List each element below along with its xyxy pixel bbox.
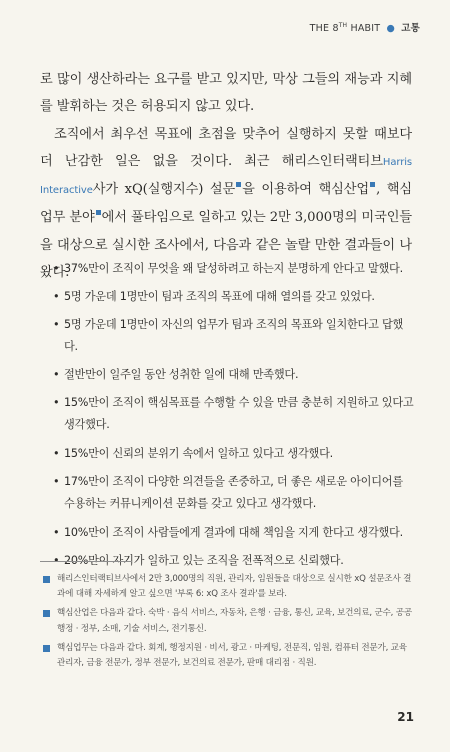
running-header [310,20,420,34]
footnote-square-icon [43,645,50,652]
footnote-divider [40,561,132,562]
footnote-marker-icon [370,182,375,187]
page-number: 21 [397,710,414,724]
footnote-marker-icon [236,182,241,187]
findings-list [55,258,416,578]
footnote-text: 해리스인터랙티브사에서 2만 3,000명의 직원, 관리자, 임원들을 대상으로 실시한 xQ 설문조사 결과에 대해 자세하게 알고 싶으면 '부록 6: xQ 조사 결과'를 보라. [57,574,412,600]
section-title: 고통 [401,23,420,34]
footnote-square-icon [43,576,50,583]
list-item: • 10%만이 조직이 사람들에게 결과에 대해 책임을 지게 한다고 생각했다. [55,522,416,544]
book-title: THE 8 [309,23,339,34]
list-item: • 15%만이 조직이 핵심목표를 수행할 수 있을 만큼 충분히 지원하고 있다고 생각했다. [55,392,416,436]
company-latin-name: Harris Interactive [40,156,412,197]
footnote-text: 핵심업무는 다음과 같다. 회계, 행정지원 · 비서, 광고 · 마케팅, 전문직, 임원, 컴퓨터 전문가, 교육 관리자, 금융 전문가, 정부 전문가, 보건의료 전문가, 판매 대리점 · 직원. [57,642,407,669]
header-dot-icon: ● [386,23,395,34]
list-item: • 15%만이 신뢰의 분위기 속에서 일하고 있다고 생각했다. [55,443,416,465]
list-item: • 20%만이 자기가 일하고 있는 조직을 전폭적으로 신뢰했다. [55,550,416,572]
paragraph-1: 로 많이 생산하라는 요구를 받고 있지만, 막상 그들의 재능과 지혜를 발휘하는 것은 허용되지 않고 있다. [40,72,412,115]
footnote [43,572,412,602]
paragraph-2-part-4: , 핵심업무 분야 [40,182,412,226]
footnote-square-icon [43,610,50,617]
footnotes [43,572,412,675]
footnote-text: 핵심산업은 다음과 같다. 숙박 · 음식 서비스, 자동차, 은행 · 금융, 통신, 교육, 보건의료, 군수, 공공행정 · 정부, 소매, 기술 서비스, 전기통신. [57,608,412,634]
book-title-superscript: TH [338,21,348,29]
list-item: • 절반만이 일주일 동안 성취한 일에 대해 만족했다. [55,364,416,386]
footnote-marker-icon [96,210,101,215]
paragraph-2-part-3: 을 이용하여 핵심산업 [242,182,370,198]
list-item: • 17%만이 조직이 다양한 의견들을 존중하고, 더 좋은 새로운 아이디어를 수용하는 커뮤니케이션 문화를 갖고 있다고 생각했다. [55,471,416,515]
paragraph-2-part-1: 조직에서 최우선 목표에 초점을 맞추어 실행하지 못할 때보다 더 난감한 일은 없을 것이다. 최근 해리스인터랙티브 [40,126,412,169]
book-title-tail: HABIT [350,23,381,34]
footnote [43,641,412,671]
paragraph-2-part-5: 에서 풀타임으로 일하고 있는 2만 3,000명의 미국인들을 대상으로 실시한 조사에서, 다음과 같은 놀랄 만한 결과들이 나왔다. [40,210,412,281]
body-text [40,66,412,286]
footnote [43,606,412,636]
list-item: • 37%만이 조직이 무엇을 왜 달성하려고 하는지 분명하게 안다고 말했다. [55,258,416,280]
paragraph-2-part-2: 사가 xQ(실행지수) 설문 [92,182,236,198]
list-item: • 5명 가운데 1명만이 팀과 조직의 목표에 대해 열의를 갖고 있었다. [55,286,416,308]
list-item: • 5명 가운데 1명만이 자신의 업무가 팀과 조직의 목표와 일치한다고 답했다. [55,314,416,358]
